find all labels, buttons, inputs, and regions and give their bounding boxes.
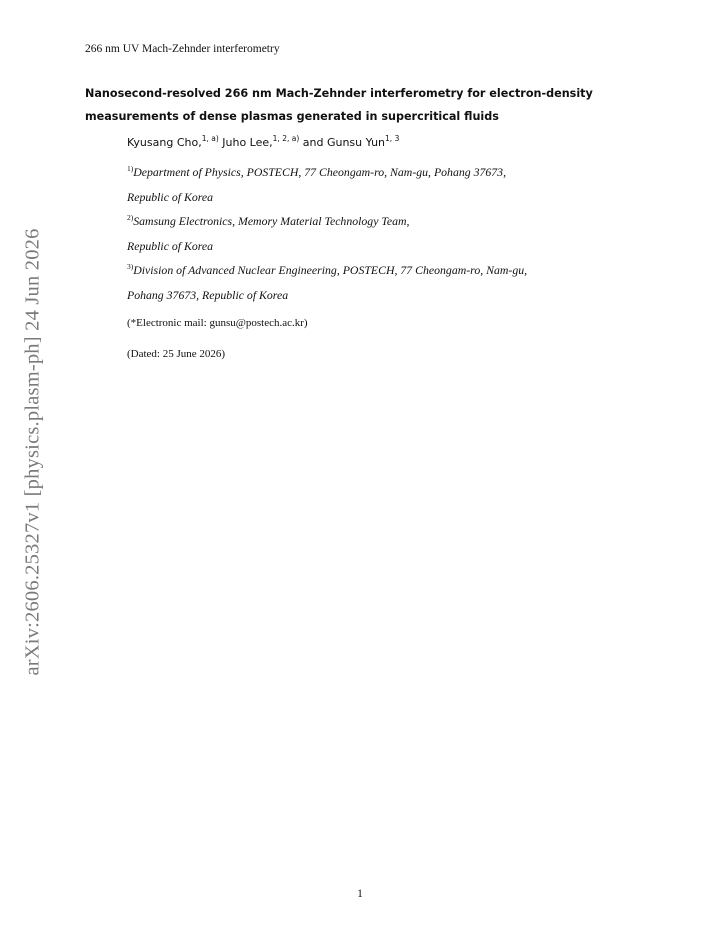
- author-affiliation-mark: 1, a): [201, 134, 219, 143]
- affiliation-2-line-1: $^{2)}$Samsung Electronics, Memory Material Technology Team,: [127, 213, 410, 228]
- author-list: [127, 136, 399, 149]
- affiliation-1-line-1: $^{1)}$Department of Physics, POSTECH, 77 Cheongam-ro, Nam-gu, Pohang 37673,: [127, 164, 507, 179]
- author-name: Juho Lee,: [222, 136, 273, 149]
- affiliation-list: [127, 160, 647, 307]
- affiliation-3-line-1: $^{3)}$Division of Advanced Nuclear Engineering, POSTECH, 77 Cheongam-ro, Nam-gu,: [127, 262, 528, 277]
- affiliation-mark: 2): [127, 213, 134, 222]
- affiliation-1-line-2: Republic of Korea: [127, 189, 214, 204]
- running-header: 266 nm UV Mach-Zehnder interferometry: [85, 43, 280, 55]
- title-line-2: measurements of dense plasmas generated in supercritical fluids: [85, 110, 499, 123]
- affiliation-3-line-2: Pohang 37673, Republic of Korea: [127, 287, 289, 302]
- author-name: and Gunsu Yun: [302, 136, 386, 149]
- paper-title: [85, 82, 645, 128]
- corresponding-email: (*Electronic mail: gunsu@postech.ac.kr): [127, 317, 308, 329]
- dated-line: (Dated: 25 June 2026): [127, 348, 226, 360]
- page-number: 1: [357, 888, 363, 900]
- affiliation-mark: 3): [127, 262, 134, 271]
- title-line-1: Nanosecond-resolved 266 nm Mach-Zehnder interferometry for electron-density: [85, 87, 593, 100]
- author-affiliation-mark: 1, 3: [385, 134, 400, 143]
- affiliation-mark: 1): [127, 164, 134, 173]
- author-name: Kyusang Cho,: [127, 136, 202, 149]
- affiliation-2-line-2: Republic of Korea: [127, 238, 214, 253]
- arxiv-stamp: arXiv:2606.25327v1 [physics.plasm-ph] 24 Jun 2026: [21, 228, 44, 676]
- author-affiliation-mark: 1, 2, a): [272, 134, 300, 143]
